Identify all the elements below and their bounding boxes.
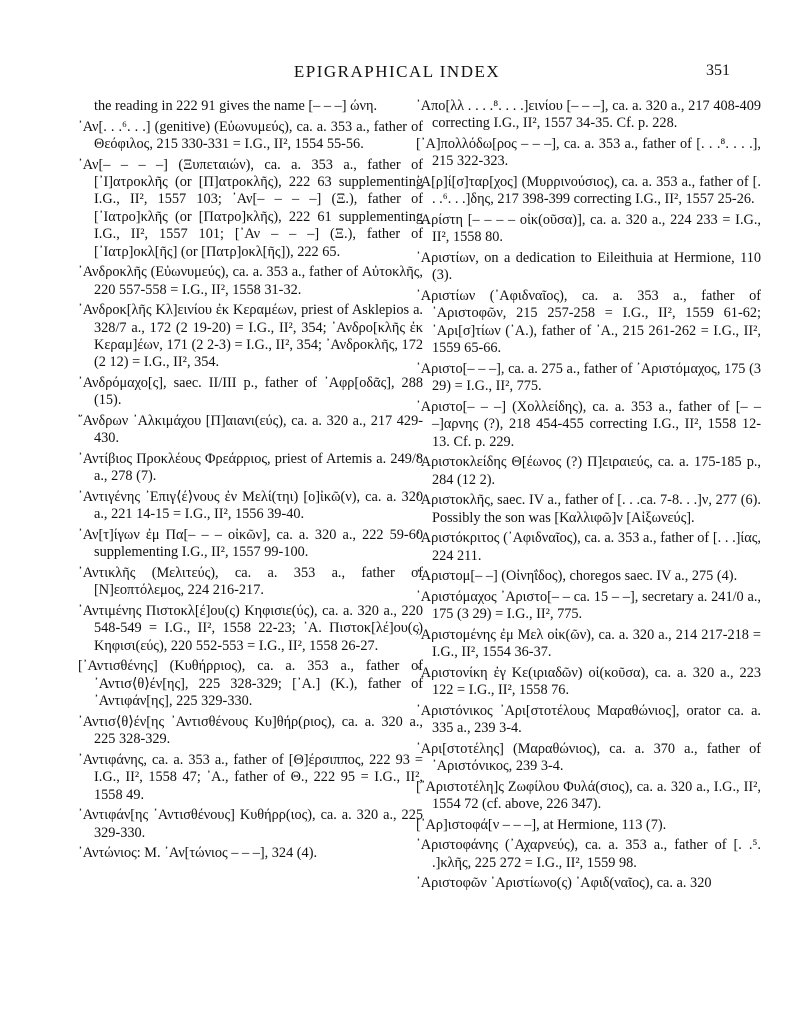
index-entry: ᾿Αριστομ[– –] (Οἰνηΐδος), choregos saec. IV a., 275 (4).	[416, 568, 738, 585]
index-entry: ᾿Αριστόκριτος (᾿Αφιδναῖος), ca. a. 353 a., father of [. . .]ίας, 224 211.	[416, 530, 761, 564]
index-entry: ᾿Ανδρόμαχο[ς], saec. II/III p., father of ᾿Αφρ[οδᾶς], 288 (15).	[78, 375, 423, 409]
index-entry: ᾿Α[ρ]ί[σ]ταρ[χος] (Μυρρινούσιος), ca. a. 353 a., father of [. . .⁶. . .]δης, 217 398-399 correcting I.G., II², 1557 25-26.	[416, 174, 761, 208]
left-column	[78, 98, 423, 866]
right-column	[416, 98, 761, 896]
index-entry: ᾿Αρίστη [– – – – οἰκ(οῦσα)], ca. a. 320 a., 224 233 = I.G., II², 1558 80.	[416, 212, 761, 246]
index-entry: ᾿Αρι[στοτέλης] (Μαραθώνιος), ca. a. 370 a., father of ᾿Αριστόνικος, 239 3-4.	[416, 740, 761, 775]
index-entry: ᾿Αριστο[– – –], ca. a. 275 a., father of ᾿Αριστόμαχος, 175 (3 29) = I.G., II², 775.	[416, 360, 761, 395]
index-entry: the reading in 222 91 gives the name [– – –] ώνη.	[94, 98, 378, 114]
index-entry: ᾿Αριστονίκη ἐγ Κε(ιριαδῶν) οἰ(κοῦσα), ca. a. 320 a., 223 122 = I.G., II², 1558 76.	[416, 664, 761, 699]
page-number: 351	[706, 62, 730, 79]
index-entry: [᾿Α]πολλόδω[ρος – – –], ca. a. 353 a., father of [. . .⁸. . . .], 215 322-323.	[416, 136, 761, 170]
index-entry: ᾿Αντιφάνης, ca. a. 353 a., father of [Θ]έρσιππος, 222 93 = I.G., II², 1558 47; ᾿Α., father of Θ., 222 95 = I.G., II², 1558 49.	[78, 751, 423, 803]
index-entry: ᾿Αριστοφῶν ᾿Αριστίωνο(ς) ᾿Αφιδ(ναῖος), ca. a. 320	[416, 875, 712, 892]
running-title: EPIGRAPHICAL INDEX	[293, 62, 501, 81]
index-entry: ᾿Αν[. . .⁶. . .] (genitive) (Εὐωνυμεύς), ca. a. 353 a., father of Θεόφιλος, 215 330-331 = I.G., II², 1554 55-56.	[78, 118, 423, 152]
index-entry: ᾿Ανδροκλῆς (Εὐωνυμεύς), ca. a. 353 a., father of Αὐτοκλῆς, 220 557-558 = I.G., II², 1558 31-32.	[78, 264, 423, 298]
index-entry: ᾿Αριστο[– – –] (Χολλείδης), ca. a. 353 a., father of [– – –]αρνης (?), 218 454-455 correcting I.G., II², 1558 12-13. Cf. p. 229.	[416, 398, 761, 450]
index-entry: [᾿Αριστοτέλη]ς Ζωφίλου Φυλά(σιος), ca. a. 320 a., I.G., II², 1554 72 (cf. above, 226 347).	[416, 778, 761, 813]
index-entry: ᾿Απο[λλ . . . .⁸. . . .]εινίου [– – –], ca. a. 320 a., 217 408-409 correcting I.G., II², 1557 34-35. Cf. p. 228.	[416, 98, 761, 132]
running-head	[0, 62, 794, 84]
index-entry: ᾿Αντώνιος: Μ. ᾿Αν[τώνιος – – –], 324 (4).	[78, 845, 318, 862]
index-entry: ᾿Ανδροκ[λῆς Κλ]εινίου ἐκ Κεραμέων, priest of Asklepios a. 328/7 a., 172 (2 19-20) = I.G., II², 354; ᾿Ανδρο[κλῆς ἐκ Κεραμ]έων, 171 (2 2-3) = I.G., II², 354; ᾿Ανδροκλῆς, 172 (2 12) = I.G., II², 354.	[78, 302, 423, 371]
index-entry: ᾿Αριστόμαχος ᾿Αριστο[– – ca. 15 – –], secretary a. 241/0 a., 175 (3 29) = I.G., II², 775.	[416, 588, 761, 623]
index-entry: ᾿Αριστομένης ἐμ Μελ οἰκ(ῶν), ca. a. 320 a., 214 217-218 = I.G., II², 1554 36-37.	[416, 626, 761, 661]
index-entry: ᾿Αντισ⟨θ⟩έν[ης ᾿Αντισθένους Κυ]θήρ(ριος), ca. a. 320 a., 225 328-329.	[78, 713, 423, 748]
index-entry: ᾿Αριστοκλῆς, saec. IV a., father of [. . .ca. 7-8. . .]ν, 277 (6). Possibly the son was [Καλλιφῶ]ν [Αἰξωνεύς].	[416, 492, 761, 526]
index-entry: ᾿Αριστόνικος ᾿Αρι[στοτέλους Μαραθώνιος], orator ca. a. 335 a., 239 3-4.	[416, 702, 761, 737]
index-entry: ᾿Αντιγένης ᾿Επιγ⟨έ⟩νους ἐν Μελί(τηι) [ο]ἰκῶ(ν), ca. a. 320 a., 221 14-15 = I.G., II², 1556 39-40.	[78, 489, 423, 523]
index-entry: ᾿Αν[– – – –] (Ξυπεταιών), ca. a. 353 a., father of [᾿Ι]ατροκλῆς (or [Π]ατροκλῆς), 222 63 supplementing I.G., II², 1557 103; ᾿Αν[– – – –] (Ξ.), father of [᾿Ιατρο]κλῆς (or [Πατρο]κλῆς), 222 61 supplementing I.G., II², 1557 101; [᾿Αν – – –] (Ξ.), father of [᾿Ιατρ]οκλ[ῆς] (or [Πατρ]οκλ[ῆς]), 222 65.	[78, 156, 423, 260]
index-entry: [᾿Αντισθένης] (Κυθήρριος), ca. a. 353 a., father of ᾿Αντισ⟨θ⟩έν[ης], 225 328-329; [᾿Α.] (Κ.), father of ᾿Αντιφάν[ης], 225 329-330.	[78, 658, 423, 710]
index-entry: ῎Ανδρων ᾿Αλκιμάχου [Π]αιανι(εύς), ca. a. 320 a., 217 429-430.	[78, 413, 423, 447]
index-entry: ᾿Αντικλῆς (Μελιτεύς), ca. a. 353 a., father of [Ν]εοπτόλεμος, 224 216-217.	[78, 565, 423, 599]
index-entry: ᾿Αριστοκλείδης Θ[έωνος (?) Π]ειραιεύς, ca. a. 175-185 p., 284 (12 2).	[416, 454, 761, 488]
index-entry: ᾿Αντιφάν[ης ᾿Αντισθένους] Κυθήρρ(ιος), ca. a. 320 a., 225 329-330.	[78, 807, 423, 841]
index-entry: ᾿Αριστίων, on a dedication to Eileithuia at Hermione, 110 (3).	[416, 250, 761, 284]
index-entry: ᾿Αντιμένης Πιστοκλ[έ]ου(ς) Κηφισιε(ύς), ca. a. 320 a., 220 548-549 = I.G., II², 1558 22-23; ᾿Α. Πιστοκ[λέ]ου(ς) Κηφισι(εύς), 220 552-553 = I.G., II², 1558 26-27.	[78, 603, 423, 654]
index-entry: ᾿Αν[τ]ίγων ἐμ Πα[– – – οἰκῶν], ca. a. 320 a., 222 59-60 supplementing I.G., II², 1557 99-100.	[78, 527, 423, 561]
index-entry: ᾿Αντίβιος Προκλέους Φρεάρριος, priest of Artemis a. 249/8 a., 278 (7).	[78, 451, 423, 485]
index-entry: [᾿Αρ]ιστοφά[ν – – –], at Hermione, 113 (7).	[416, 816, 667, 833]
index-entry: ᾿Αριστίων (᾿Αφιδναῖος), ca. a. 353 a., father of ᾿Αριστοφῶν, 215 257-258 = I.G., II², 1559 61-62; ᾿Αρι[σ]τίων (᾿Α.), father of ᾿Α., 215 261-262 = I.G., II², 1559 65-66.	[416, 288, 761, 357]
index-entry: ᾿Αριστοφάνης (᾿Αχαρνεύς), ca. a. 353 a., father of [. .⁵. .]κλῆς, 225 272 = I.G., II², 1559 98.	[416, 837, 761, 871]
